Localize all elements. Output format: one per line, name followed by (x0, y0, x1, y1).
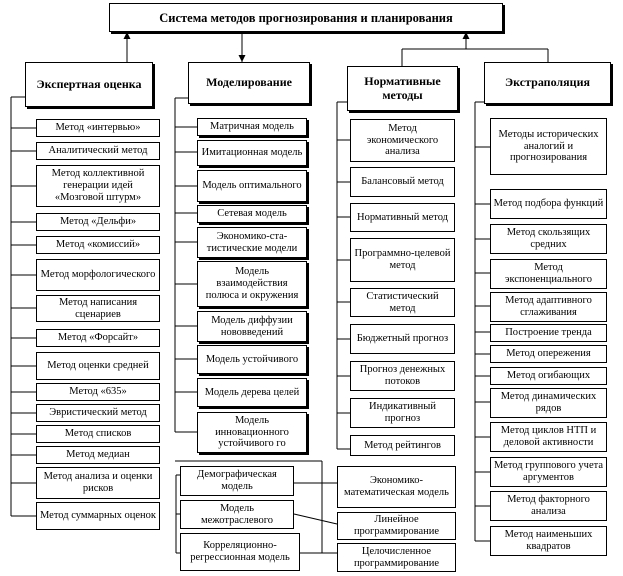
model-box: Матричная модель (197, 118, 307, 136)
model-box: Модель взаимодействия полюса и окружения (197, 261, 307, 307)
method-box: Метод «интервью» (36, 119, 160, 137)
normative-box: Метод экономического анализа (350, 119, 455, 162)
method-box: Метод оценки средней (36, 352, 160, 380)
method-box: Метод медиан (36, 446, 160, 464)
normative-box: Метод рейтингов (350, 435, 455, 456)
header-modelling: Моделирование (188, 62, 310, 104)
extrapolation-box: Метод огибающих (490, 367, 607, 385)
extrapolation-box: Метод динамических рядов (490, 388, 607, 418)
extrapolation-box: Построение тренда (490, 324, 607, 342)
model-box: Сетевая модель (197, 205, 307, 223)
extrapolation-box: Методы исторических аналогий и прогнозирования (490, 118, 607, 175)
method-box: Метод суммарных оценок (36, 502, 160, 530)
normative-box: Прогноз денежных потоков (350, 361, 455, 391)
bottom-program-box: Линейное программирование (337, 512, 456, 540)
normative-box: Бюджетный прогноз (350, 324, 455, 354)
header-normative-methods: Нормативные методы (347, 66, 458, 111)
normative-box: Программно-целевой метод (350, 238, 455, 282)
method-box: Метод коллективной генерации идей «Мозговой штурм» (36, 165, 160, 207)
extrapolation-box: Метод циклов НТП и деловой активности (490, 422, 607, 452)
system-title: Система методов прогнозирования и планирования (109, 3, 503, 32)
method-box: Метод «635» (36, 383, 160, 401)
normative-box: Балансовый метод (350, 167, 455, 197)
model-box: Модель диффузии нововведений (197, 311, 307, 342)
model-box: Имитационная модель (197, 140, 307, 166)
header-extrapolation: Экстраполяция (484, 62, 611, 104)
extrapolation-box: Метод адаптивного сглаживания (490, 292, 607, 322)
extrapolation-box: Метод подбора функций (490, 189, 607, 219)
bottom-model-box: Корреляционно-регрессионная модель (180, 533, 300, 571)
normative-box: Индикативный прогноз (350, 398, 455, 428)
method-box: Метод списков (36, 425, 160, 443)
extrapolation-box: Метод факторного анализа (490, 491, 607, 521)
extrapolation-box: Метод экспоненциального (490, 259, 607, 289)
extrapolation-box: Метод группового учета аргументов (490, 457, 607, 487)
bottom-program-box: Целочисленное программирование (337, 543, 456, 572)
extrapolation-box: Метод опережения (490, 345, 607, 363)
model-box: Модель дерева целей (197, 378, 307, 407)
method-box: Метод анализа и оценки рисков (36, 467, 160, 499)
model-box: Модель оптимального (197, 170, 307, 202)
model-box: Модель инновационного устойчивого го (197, 412, 307, 453)
normative-box: Нормативный метод (350, 203, 455, 232)
header-expert-evaluation: Экспертная оценка (25, 62, 153, 107)
extrapolation-box: Метод наименьших квадратов (490, 526, 607, 556)
method-box: Метод написания сценариев (36, 295, 160, 322)
method-box: Аналитический метод (36, 142, 160, 160)
method-box: Метод «комиссий» (36, 236, 160, 254)
bottom-model-box: Модель межотраслевого (180, 500, 294, 529)
method-box: Метод «Дельфи» (36, 213, 160, 231)
method-box: Метод морфологического (36, 259, 160, 291)
method-box: Метод «Форсайт» (36, 329, 160, 347)
method-box: Эвристический метод (36, 404, 160, 422)
model-box: Модель устойчивого (197, 345, 307, 374)
normative-box: Статистический метод (350, 288, 455, 317)
extrapolation-box: Метод скользящих средних (490, 224, 607, 254)
bottom-model-box: Демографическая модель (180, 466, 294, 496)
bottom-program-box: Экономико-математическая модель (337, 466, 456, 508)
model-box: Экономико-ста-тистические модели (197, 227, 307, 258)
